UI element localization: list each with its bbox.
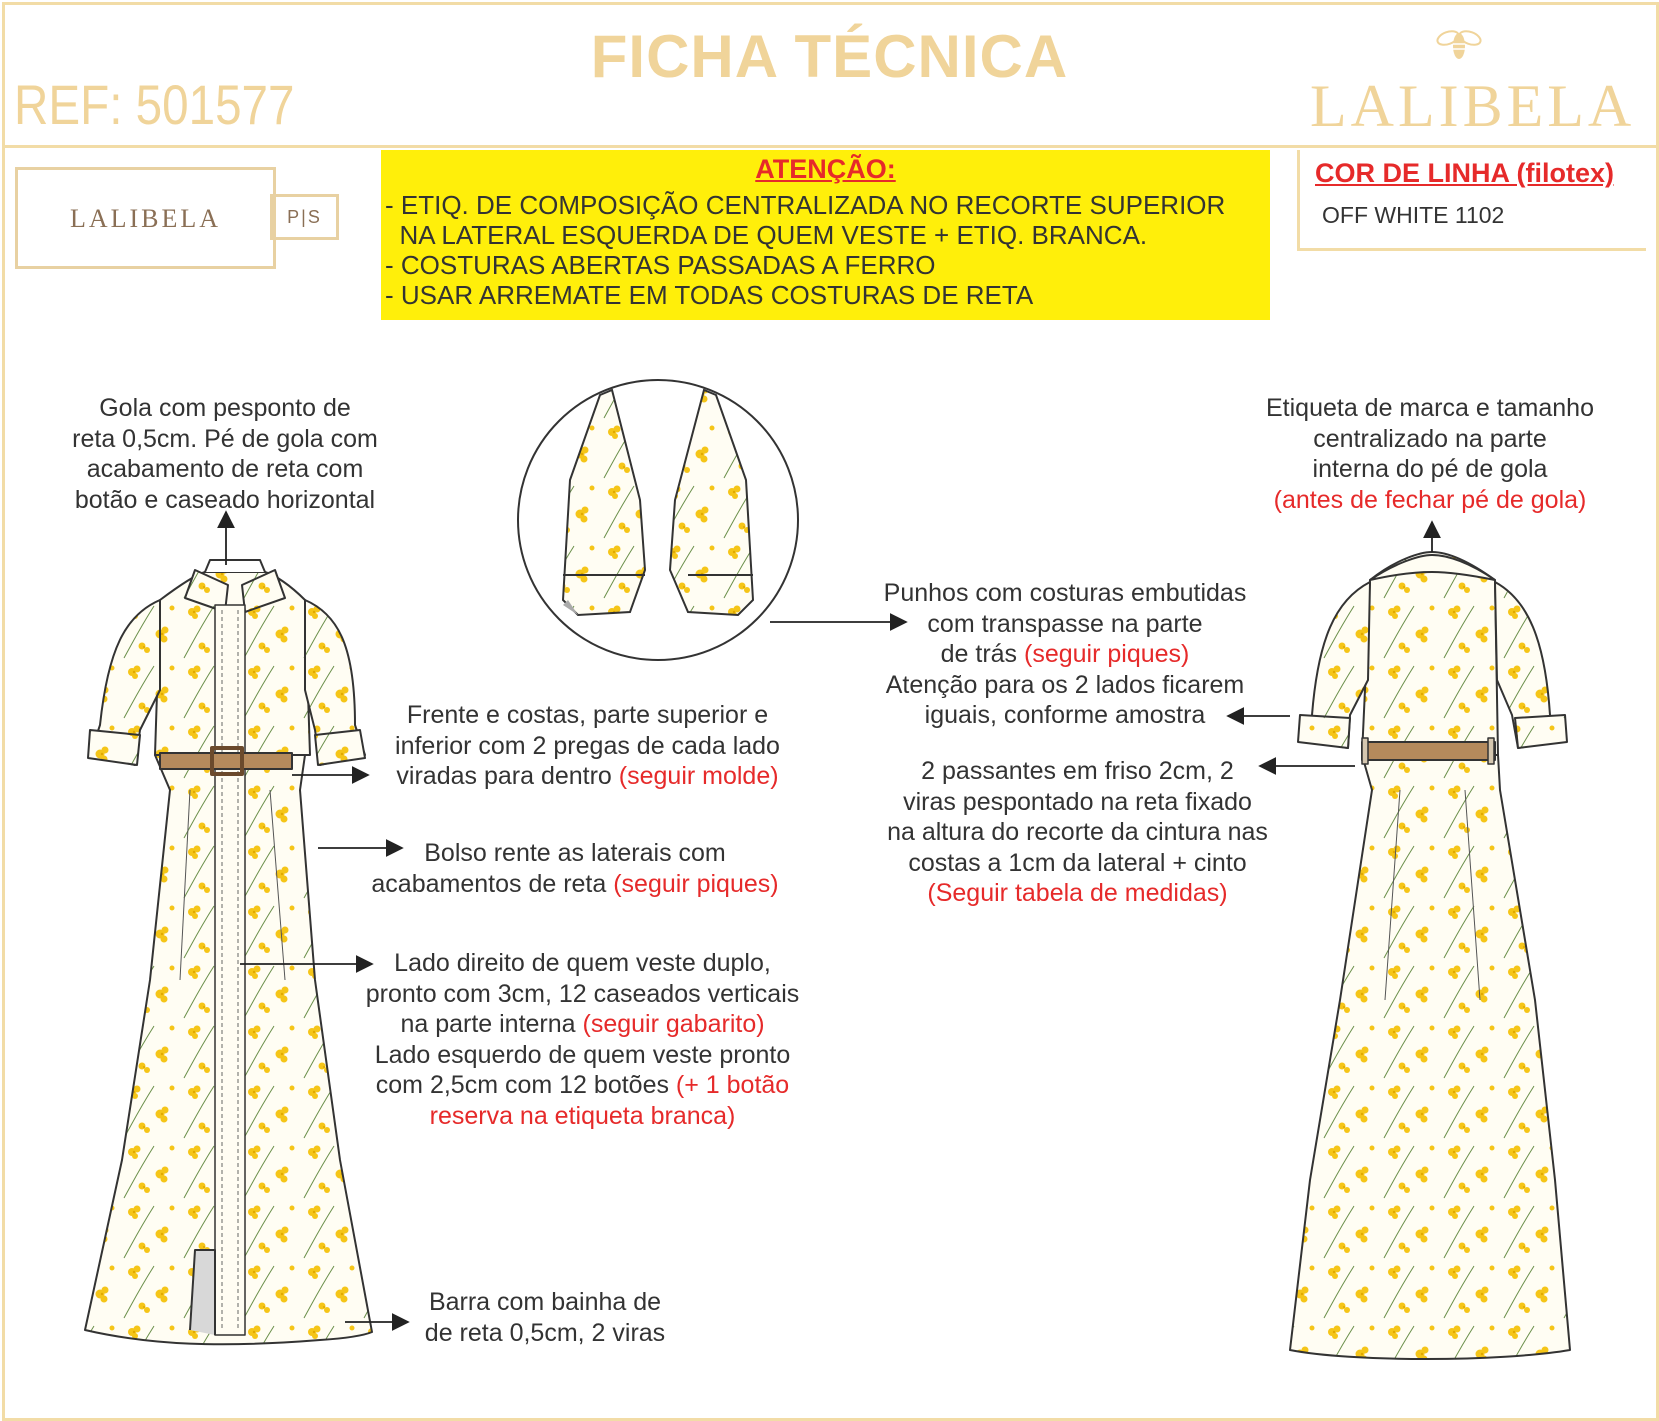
note-text: viradas para dentro: [396, 762, 619, 790]
note-line: [345, 869, 805, 900]
note-text: de trás: [940, 640, 1024, 668]
note-highlight: (+ 1 botão: [675, 1071, 790, 1099]
note-line: Gola com pesponto de: [99, 394, 351, 422]
note-line: [365, 761, 810, 792]
note-line: viras pespontado na reta fixado: [903, 787, 1252, 816]
label-brand-name: LALIBELA: [69, 204, 222, 233]
note-line: com transpasse na parte: [927, 609, 1203, 638]
note-line: Etiqueta de marca e tamanho: [1266, 394, 1594, 422]
note-pleats: [365, 700, 810, 792]
note-text: acabamentos de reta: [371, 869, 614, 898]
note-text: na parte interna: [400, 1010, 583, 1038]
attention-line: - USAR ARREMATE EM TODAS COSTURAS DE RETA: [385, 280, 1034, 310]
note-highlight: (seguir piques): [613, 869, 779, 898]
attention-line: - COSTURAS ABERTAS PASSADAS A FERRO: [385, 250, 936, 280]
note-line: 2 passantes em friso 2cm, 2: [921, 757, 1234, 785]
note-line: centralizado na parte: [1313, 424, 1547, 453]
note-line: (Seguir tabela de medidas): [927, 879, 1228, 907]
note-line: pronto com 3cm, 12 caseados verticais: [365, 979, 800, 1008]
note-cuffs: [860, 578, 1270, 731]
note-line: Punhos com costuras embutidas: [883, 579, 1247, 607]
attention-line: - ETIQ. DE COMPOSIÇÃO CENTRALIZADA NO RECORTE SUPERIOR: [385, 190, 1226, 220]
attention-heading: ATENÇÃO:: [755, 154, 896, 184]
sleeve-detail-drawing: [518, 380, 798, 660]
note-line: na altura do recorte da cintura nas: [887, 818, 1268, 846]
note-line: costas a 1cm da lateral + cinto: [908, 848, 1247, 877]
size-label-text: P|S: [287, 207, 322, 227]
note-hem: [400, 1287, 690, 1348]
note-line: Bolso rente as laterais com: [424, 839, 726, 867]
note-line: iguais, conforme amostra: [924, 701, 1206, 729]
brand-logo: LALIBELA: [1310, 73, 1636, 139]
note-line: [345, 1070, 820, 1101]
reference-code: REF: 501577: [14, 73, 295, 136]
note-text: com 2,5cm com 12 botões: [375, 1071, 676, 1099]
note-line: [345, 1009, 820, 1040]
back-dress-drawing: [1290, 552, 1570, 1359]
note-line: reta 0,5cm. Pé de gola com: [72, 424, 378, 453]
note-line: interna do pé de gola: [1312, 455, 1548, 483]
note-line: [860, 639, 1270, 670]
note-line: acabamento de reta com: [86, 455, 364, 483]
note-loops: [855, 756, 1300, 909]
front-dress-drawing: [85, 560, 372, 1344]
note-line: botão e caseado horizontal: [74, 485, 376, 514]
note-collar: [40, 393, 410, 515]
note-line: (antes de fechar pé de gola): [1273, 485, 1587, 514]
note-placket: [345, 948, 820, 1131]
note-highlight: (seguir gabarito): [582, 1010, 765, 1038]
note-line: Lado esquerdo de quem veste pronto: [374, 1040, 791, 1069]
note-line: Lado direito de quem veste duplo,: [394, 949, 771, 977]
note-line: inferior com 2 pregas de cada lado: [395, 731, 780, 760]
note-brand-label: [1225, 393, 1635, 515]
thread-color-heading: COR DE LINHA (filotex): [1315, 158, 1614, 188]
thread-color-value: OFF WHITE 1102: [1322, 202, 1505, 228]
attention-line: NA LATERAL ESQUERDA DE QUEM VESTE + ETIQ. BRANCA.: [385, 220, 1148, 250]
note-line: Barra com bainha de: [428, 1288, 662, 1316]
note-line: Frente e costas, parte superior e: [406, 701, 769, 729]
note-line: reserva na etiqueta branca): [429, 1101, 736, 1130]
note-line: de reta 0,5cm, 2 viras: [424, 1318, 666, 1347]
note-line: Atenção para os 2 lados ficarem: [885, 670, 1245, 699]
note-highlight: (seguir molde): [618, 762, 779, 790]
page-title: FICHA TÉCNICA: [590, 23, 1069, 90]
note-highlight: (seguir piques): [1024, 640, 1190, 668]
note-pocket: [345, 838, 805, 899]
